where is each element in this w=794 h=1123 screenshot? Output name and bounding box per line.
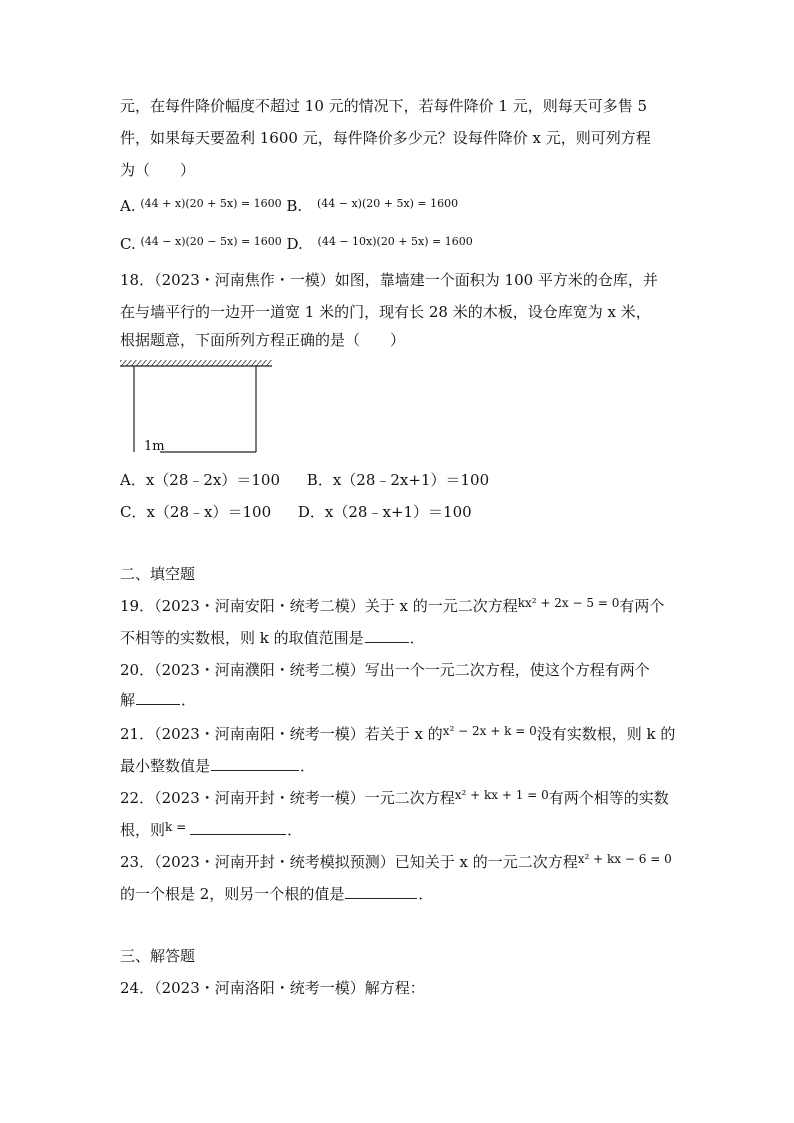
question-20-line	[120, 690, 196, 710]
question-text: 19．（2023・河南安阳・统考二模）关于 x 的一元二次方程	[120, 597, 518, 615]
question-text: 的一个根是 2，则另一个根的值是	[120, 885, 345, 903]
question-text: 不相等的实数根，则 k 的取值范围是	[120, 629, 364, 647]
question-18-line: 在与墙平行的一边开一道宽 1 米的门，现有长 28 米的木板，设仓库宽为 x 米，	[120, 303, 651, 321]
question-18-line: 根据题意，下面所列方程正确的是（ ）	[120, 331, 406, 349]
question-text: 23．（2023・河南开封・统考模拟预测）已知关于 x 的一元二次方程	[120, 853, 578, 871]
section-heading: 三、解答题	[120, 947, 196, 965]
question-19-line	[120, 628, 425, 648]
option-row	[120, 470, 489, 490]
question-text: ．	[418, 885, 434, 903]
question-text: 有两个	[619, 597, 665, 615]
option-expression: (44 + x)(20 + 5x) = 1600	[140, 197, 282, 210]
option-expression: (44 − 10x)(20 + 5x) = 1600	[317, 235, 473, 248]
question-23-line	[120, 884, 433, 904]
answer-blank[interactable]	[211, 756, 299, 771]
question-text: 最小整数值是	[120, 757, 211, 775]
text-line: 件，如果每天要盈利 1600 元，每件降价多少元？设每件降价 x 元，则可列方程	[120, 129, 651, 147]
option-c: C．x（28﹣x）＝100	[120, 503, 272, 521]
question-23-line	[120, 852, 672, 873]
option-label: C.	[120, 235, 136, 253]
question-22-line	[120, 820, 302, 841]
question-text: 没有实数根，则 k 的	[536, 725, 676, 743]
equation: x² + kx + 1 = 0	[454, 788, 549, 802]
question-24-line: 24．（2023・河南洛阳・统考一模）解方程：	[120, 979, 425, 997]
option-label: D.	[286, 235, 303, 253]
question-text: ．	[409, 629, 425, 647]
question-text: ．	[287, 821, 303, 839]
text-line: 元，在每件降价幅度不超过 10 元的情况下，若每件降价 1 元，则每天可多售 5	[120, 97, 648, 115]
question-text: ．	[181, 691, 197, 709]
question-text: 21．（2023・河南南阳・统考一模）若关于 x 的	[120, 725, 443, 743]
warehouse-figure	[118, 358, 278, 458]
option-expression: (44 − x)(20 + 5x) = 1600	[316, 197, 459, 210]
equation: x² + kx − 6 = 0	[577, 852, 672, 866]
option-label: A.	[120, 197, 136, 215]
question-text: 解	[120, 691, 136, 709]
question-text: 22．（2023・河南开封・统考一模）一元二次方程	[120, 789, 455, 807]
section-heading: 二、填空题	[120, 565, 196, 583]
question-21-line	[120, 724, 675, 745]
question-22-line	[120, 788, 669, 809]
option-a: A．x（28﹣2x）＝100	[120, 471, 281, 489]
equation: x² − 2x + k = 0	[442, 724, 537, 738]
question-18-line: 18．（2023・河南焦作・一模）如图，靠墙建一个面积为 100 平方米的仓库，并	[120, 271, 658, 289]
question-20-line: 20．（2023・河南濮阳・统考二模）写出一个一元二次方程，使这个方程有两个	[120, 661, 650, 679]
option-label: B.	[286, 197, 303, 215]
answer-blank[interactable]	[136, 690, 180, 705]
answer-blank[interactable]	[345, 884, 417, 899]
option-d: D．x（28﹣x+1）＝100	[297, 503, 472, 521]
option-row	[120, 502, 472, 522]
question-text: 根，则	[120, 821, 166, 839]
option-row	[120, 234, 473, 256]
equation: k =	[165, 820, 187, 834]
text-line: 为（ ）	[120, 161, 196, 179]
option-expression: (44 − x)(20 − 5x) = 1600	[140, 235, 282, 248]
question-21-line	[120, 756, 315, 776]
option-row	[120, 196, 458, 218]
option-b: B．x（28﹣2x+1）＝100	[306, 471, 490, 489]
question-19-line	[120, 596, 664, 617]
door-label: 1m	[144, 439, 165, 454]
equation: kx² + 2x − 5 = 0	[517, 596, 620, 610]
wall-hatch	[120, 360, 272, 366]
question-text: 有两个相等的实数	[548, 789, 669, 807]
answer-blank[interactable]	[365, 628, 409, 643]
answer-blank[interactable]	[190, 820, 286, 835]
question-text: ．	[300, 757, 316, 775]
